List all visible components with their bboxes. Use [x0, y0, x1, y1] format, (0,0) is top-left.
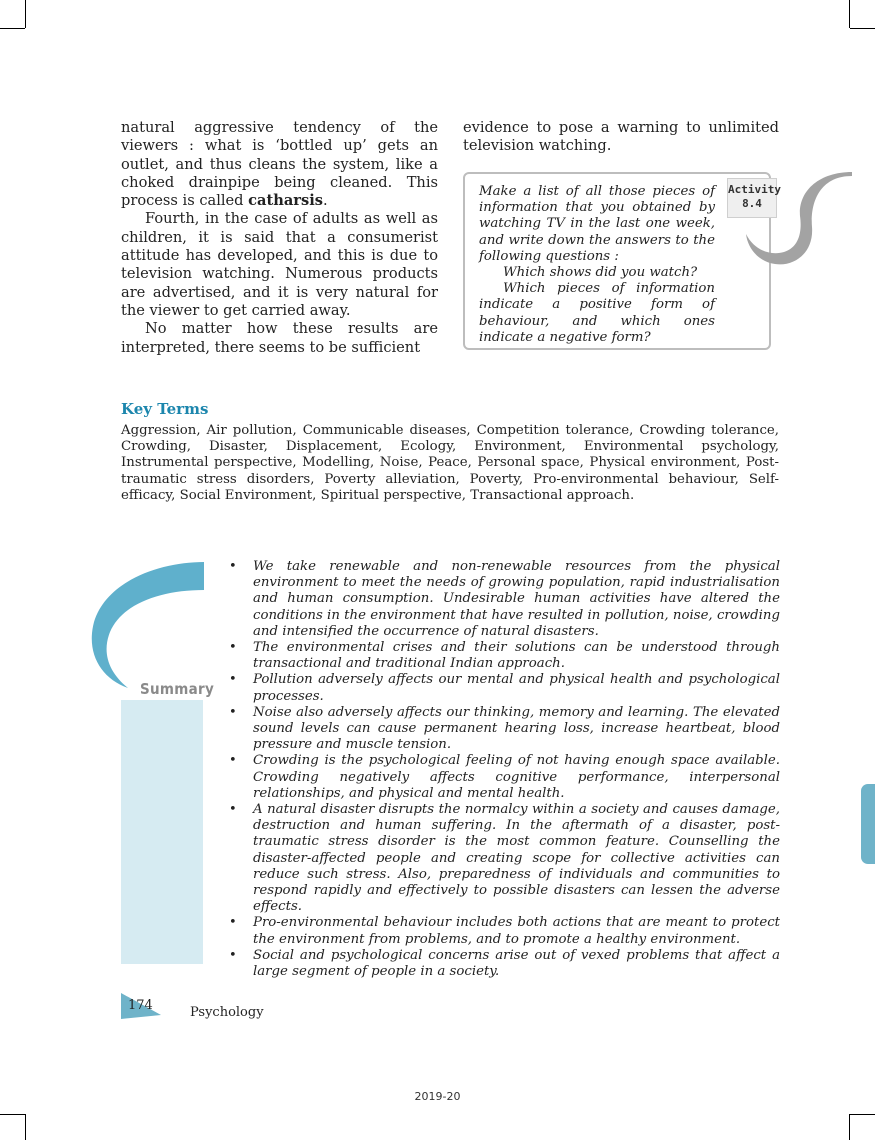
summary-item: • The environmental crises and their solutions can be understood through transactional and traditional Indian approach.: [229, 640, 780, 672]
key-terms-title: Key Terms: [121, 400, 209, 418]
activity-badge: Activity 8.4: [727, 178, 777, 218]
summary-item: • A natural disaster disrupts the normalcy within a society and causes damage, destruction and human suffering. In the aftermath of a disaster, post-traumatic stress disorder is the most common feature. Counselling the disaster-affected people and creating scope for collective activities can reduce such stress. Also, preparedness of individuals and communities to respond rapidly and effectively to possible disasters can lessen the adverse effects.: [229, 802, 780, 915]
left-para-3: No matter how these results are interpreted, there seems to be sufficient: [121, 320, 438, 356]
right-para-1: evidence to pose a warning to unlimited television watching.: [463, 119, 779, 155]
summary-label: Summary: [140, 680, 215, 698]
crop-mark-top-left-v: [25, 0, 26, 28]
book-title: Psychology: [190, 1005, 264, 1020]
left-column: [121, 119, 438, 357]
summary-side-panel: [121, 700, 203, 964]
key-terms-body: Aggression, Air pollution, Communicable diseases, Competition tolerance, Crowding tolerance, Crowding, Disaster, Displacement, Ecology, Environment, Environmental psychology, Instrumental perspective, Modelling, Noise, Peace, Personal space, Physical environment, Post-traumatic stress disorders, Poverty alleviation, Poverty, Pro-environmental behaviour, Self-efficacy, Social Environment, Spiritual perspective, Transactional approach.: [121, 423, 779, 503]
activity-text: [479, 184, 715, 346]
crop-mark-bottom-left-h: [0, 1114, 25, 1115]
crop-mark-bottom-right-h: [850, 1114, 875, 1115]
crop-mark-top-right-h: [850, 28, 875, 29]
crop-mark-top-left-h: [0, 28, 25, 29]
chapter-side-tab: [861, 784, 875, 864]
crop-mark-bottom-right-v: [849, 1114, 850, 1140]
catharsis-term: catharsis: [248, 192, 323, 210]
summary-item: • Pro-environmental behaviour includes both actions that are meant to protect the environment from problems, and to promote a healthy environment.: [229, 915, 780, 947]
summary-list: [229, 559, 780, 980]
summary-item: • Crowding is the psychological feeling of not having enough space available. Crowding negatively affects cognitive performance, interpersonal relationships, and physical and mental health.: [229, 753, 780, 802]
activity-instruction: Make a list of all those pieces of information that you obtained by watching TV in the last one week, and write down the answers to the following questions :: [479, 184, 715, 264]
crop-mark-bottom-left-v: [25, 1114, 26, 1140]
crop-mark-top-right-v: [849, 0, 850, 28]
activity-question-1: Which shows did you watch?: [503, 265, 698, 281]
right-column: [463, 119, 779, 156]
summary-swirl-icon: [88, 560, 204, 700]
left-para-1: natural aggressive tendency of the viewers : what is ‘bottled up’ gets an outlet, and thus cleans the system, like a choked drainpipe being cleaned. This process is called catharsis.: [121, 119, 438, 210]
left-para-2: Fourth, in the case of adults as well as children, it is said that a consumerist attitude has developed, and this is due to television watching. Numerous products are advertised, and it is very natural for the viewer to get carried away.: [121, 210, 438, 319]
page-number: 174: [128, 998, 153, 1013]
summary-item: • Social and psychological concerns arise out of vexed problems that affect a large segment of people in a society.: [229, 948, 780, 980]
activity-question-2: Which pieces of information indicate a positive form of behaviour, and which ones indicate a negative form?: [479, 281, 715, 345]
summary-item: • Pollution adversely affects our mental and physical health and psychological processes.: [229, 672, 780, 704]
summary-item: • Noise also adversely affects our thinking, memory and learning. The elevated sound levels can cause permanent hearing loss, increase heartbeat, blood pressure and muscle tension.: [229, 705, 780, 754]
edition-year: 2019-20: [414, 1090, 461, 1103]
summary-item: • We take renewable and non-renewable resources from the physical environment to meet the needs of growing population, rapid industrialisation and human consumption. Undesirable human activities have altered the conditions in the environment that have resulted in pollution, noise, crowding and intensified the occurrence of natural disasters.: [229, 559, 780, 640]
